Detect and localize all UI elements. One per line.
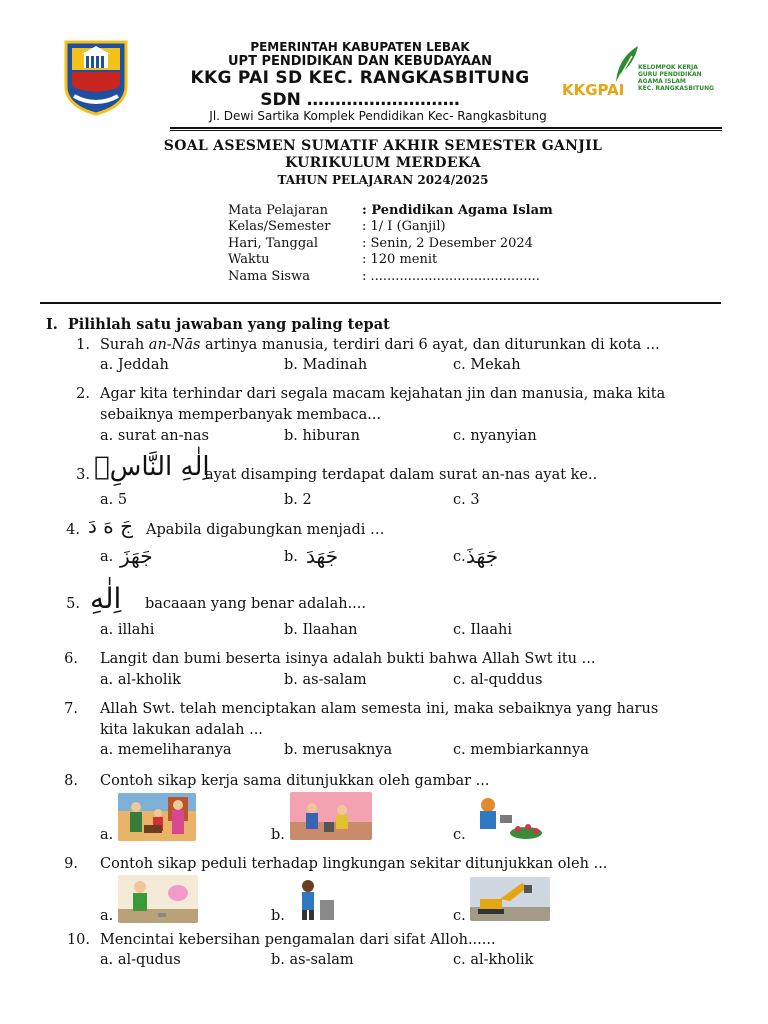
q9-option-a: a. — [100, 908, 114, 924]
q1-text: Surah an-Nās artinya manusia, terdiri dari 6 ayat, dan diturunkan di kota ... — [100, 337, 660, 353]
exam-title: SOAL ASESMEN SUMATIF AKHIR SEMESTER GANJIL — [163, 138, 603, 154]
kkgpai-sub-3: AGAMA ISLAM — [638, 78, 686, 85]
q8-number: 8. — [64, 773, 78, 789]
q7-option-c: c. membiarkannya — [453, 742, 589, 758]
q4-option-b-arabic: جَهَدَ — [306, 544, 339, 568]
q10-option-c: c. al-kholik — [453, 952, 534, 968]
q9-text: Contoh sikap peduli terhadap lingkungan sekitar ditunjukkan oleh ... — [100, 856, 608, 872]
header-department: UPT PENDIDIKAN DAN KEBUDAYAAN — [227, 54, 493, 69]
q3-option-a: a. 5 — [100, 492, 128, 508]
q4-option-c: c. — [453, 549, 466, 565]
q6-text: Langit dan bumi beserta isinya adalah bukti bahwa Allah Swt itu ... — [100, 651, 596, 667]
kkgpai-sub-4: KEC. RANGKASBITUNG — [638, 85, 715, 92]
header-government: PEMERINTAH KABUPATEN LEBAK — [250, 40, 470, 54]
header-kkg: KKG PAI SD KEC. RANGKASBITUNG — [190, 68, 530, 88]
header-school: SDN ……………………… — [260, 90, 460, 110]
q10-text: Mencintai kebersihan pengamalan dari sifat Alloh...... — [100, 932, 496, 948]
q10-number: 10. — [66, 932, 90, 948]
q4-option-a: a. — [100, 549, 114, 565]
district-emblem-icon — [62, 40, 130, 116]
q2-number: 2. — [76, 386, 90, 402]
info-row: Kelas/Semester : 1/ I (Ganjil) — [228, 219, 446, 235]
info-row: Hari, Tanggal : Senin, 2 Desember 2024 — [228, 235, 533, 251]
boy-trash-bin-picture — [292, 876, 340, 922]
q5-number: 5. — [66, 596, 80, 612]
q6-option-a: a. al-kholik — [100, 672, 181, 688]
q2-text-line1: Agar kita terhindar dari segala macam kejahatan jin dan manusia, maka kita — [100, 386, 666, 402]
q6-number: 6. — [64, 651, 78, 667]
girl-watering-plant-picture — [466, 793, 546, 841]
family-cooperation-picture — [118, 793, 196, 841]
kkgpai-sub-1: KELOMPOK KERJA — [638, 64, 698, 71]
q10-option-b: b. as-salam — [271, 952, 354, 968]
q3-number: 3. — [76, 467, 90, 483]
q2-option-a: a. surat an-nas — [100, 428, 209, 444]
q4-option-c-arabic: جَهَذَ — [466, 544, 499, 568]
info-row: Mata Pelajaran : Pendidikan Agama Islam — [228, 203, 553, 218]
q7-text-line1: Allah Swt. telah menciptakan alam semesta ini, maka sebaiknya yang harus — [100, 701, 659, 717]
q3-option-b: b. 2 — [284, 492, 312, 508]
exam-info — [228, 203, 553, 285]
kkgpai-logo — [562, 44, 722, 106]
q9-number: 9. — [64, 856, 78, 872]
q7-number: 7. — [64, 701, 78, 717]
q2-option-c: c. nyanyian — [453, 428, 537, 444]
q1-option-b: b. Madinah — [284, 357, 368, 373]
header-address: Jl. Dewi Sartika Komplek Pendidikan Kec- Rangkasbitung — [209, 109, 547, 123]
q8-option-a: a. — [100, 827, 114, 843]
q3-text: ayat disamping terdapat dalam surat an-nas ayat ke.. — [205, 467, 598, 483]
q10-option-a: a. al-qudus — [100, 952, 181, 968]
q8-text: Contoh sikap kerja sama ditunjukkan oleh gambar ... — [100, 773, 490, 789]
q5-option-a: a. illahi — [100, 622, 155, 638]
curriculum-title: KURIKULUM MERDEKA — [285, 155, 481, 171]
header-divider-thin — [170, 130, 722, 131]
q4-arabic-letters: جَ هَ دَ — [88, 514, 134, 538]
q1-option-a: a. Jeddah — [100, 357, 169, 373]
kkgpai-sub-2: GURU PENDIDIKAN — [638, 71, 702, 78]
q5-arabic: اِلٰهِ — [90, 582, 122, 615]
q9-option-c: c. — [453, 908, 466, 924]
info-divider — [40, 302, 721, 304]
q3-arabic: اِلٰهِ النَّاسِۙ — [94, 452, 210, 482]
excavator-picture — [470, 877, 550, 921]
q1-number: 1. — [76, 337, 90, 353]
q2-option-b: b. hiburan — [284, 428, 361, 444]
q6-option-c: c. al-quddus — [453, 672, 543, 688]
q7-text-line2: kita lakukan adalah ... — [100, 722, 263, 738]
section-heading: I. Pilihlah satu jawaban yang paling tepat — [46, 316, 390, 333]
info-row: Waktu : 120 menit — [228, 252, 438, 268]
school-year: TAHUN PELAJARAN 2024/2025 — [277, 173, 489, 187]
q5-text: bacaaan yang benar adalah.... — [145, 596, 367, 612]
children-cleaning-picture — [290, 792, 372, 840]
kkgpai-wordmark: KKGPAI — [562, 81, 625, 99]
q7-option-a: a. memeliharanya — [100, 742, 232, 758]
q4-option-a-arabic: جَهَزَ — [120, 544, 153, 568]
q2-text-line2: sebaiknya memperbanyak membaca... — [100, 407, 382, 423]
q4-option-b: b. — [284, 549, 298, 565]
child-littering-picture — [118, 875, 198, 923]
q1-option-c: c. Mekah — [453, 357, 521, 373]
q8-option-b: b. — [271, 827, 285, 843]
q5-option-b: b. Ilaahan — [284, 622, 358, 638]
q7-option-b: b. merusaknya — [284, 742, 393, 758]
q9-option-b: b. — [271, 908, 285, 924]
q3-option-c: c. 3 — [453, 492, 480, 508]
header-divider — [170, 127, 722, 129]
q6-option-b: b. as-salam — [284, 672, 367, 688]
q8-option-c: c. — [453, 827, 466, 843]
q4-text: Apabila digabungkan menjadi … — [146, 522, 385, 538]
info-row: Nama Siswa : ......................................... — [228, 268, 540, 284]
q5-option-c: c. Ilaahi — [453, 622, 512, 638]
q4-number: 4. — [66, 522, 80, 538]
